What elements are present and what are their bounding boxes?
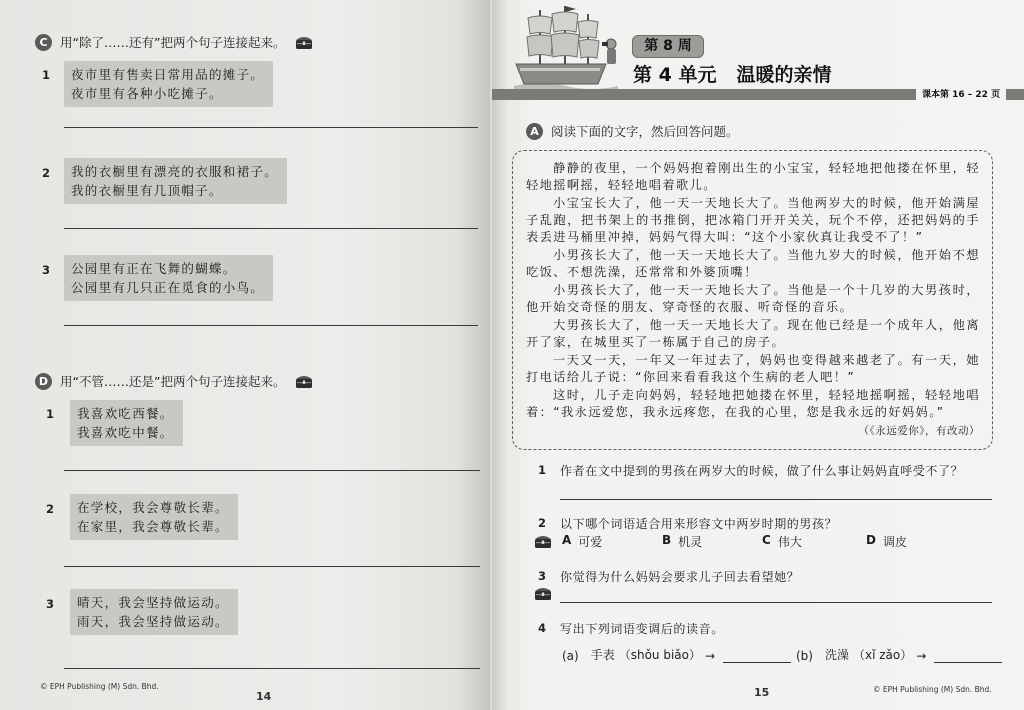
question-text: 以下哪个词语适合用来形容文中两岁时期的男孩？	[560, 517, 838, 531]
sentence-pair-box	[70, 400, 183, 446]
answer-line	[64, 228, 478, 229]
item-number: 3	[46, 597, 55, 611]
item-number: 1	[46, 407, 55, 421]
part-word: 手表	[590, 648, 615, 662]
item-number: 1	[42, 68, 51, 82]
section-instruction: 用“除了……还有”把两个句子连接起来。	[60, 35, 286, 50]
item-number: 3	[42, 263, 51, 277]
arrow-icon: →	[705, 649, 716, 663]
section-letter-badge: C	[35, 34, 52, 51]
question-number: 1	[538, 463, 547, 477]
sentence: 在家里，我会尊敬长辈。	[77, 519, 229, 534]
section-instruction: 用“不管……还是”把两个句子连接起来。	[60, 374, 286, 389]
sentence: 夜市里有售卖日常用品的摊子。	[71, 67, 265, 82]
sentence: 在学校，我会尊敬长辈。	[77, 500, 229, 515]
reading-passage	[512, 150, 993, 450]
option-letter: A	[562, 533, 572, 547]
option-c	[762, 533, 802, 550]
textbook-pages-label: 课本第 16 – 22 页	[916, 86, 1006, 101]
sentence-pair-box	[64, 158, 287, 204]
option-letter: D	[866, 533, 876, 547]
section-c-header	[35, 33, 313, 51]
part-label: (b)	[796, 649, 813, 663]
passage-paragraph: 大男孩长大了，他一天一天地长大了。现在他已经是一个成年人，他离开了家，在城里买了一栋属于自己的房子。	[526, 318, 980, 349]
sentence: 公园里有正在飞舞的蝴蝶。	[71, 261, 237, 276]
passage-source: （《永远爱你》，有改动）	[858, 425, 980, 437]
option-letter: B	[662, 533, 672, 547]
sentence-pair-box	[70, 589, 238, 635]
passage-paragraph: 这时，儿子走向妈妈，轻轻地把她搂在怀里，轻轻地摇啊摇，轻轻地唱着：“我永远爱您，我永远疼您，在我的心里，您是我永远的好妈妈。”	[526, 388, 980, 419]
answer-line	[560, 499, 992, 500]
part-word: 洗澡	[824, 648, 849, 662]
sentence: 晴天，我会坚持做运动。	[77, 595, 229, 610]
sentence: 我的衣橱里有几顶帽子。	[71, 183, 223, 198]
part-pinyin: （shǒu biǎo）	[618, 648, 702, 662]
question-text: 作者在文中提到的男孩在两岁大的时候，做了什么事让妈妈直呼受不了？	[560, 464, 964, 478]
ship-illustration	[510, 4, 622, 96]
chest-icon	[295, 34, 313, 50]
copyright: © EPH Publishing (M) Sdn. Bhd.	[40, 682, 159, 691]
answer-line	[64, 470, 480, 471]
unit-number: 第 4 单元	[633, 64, 717, 86]
question-number: 2	[538, 516, 547, 530]
sentence-pair-box	[70, 494, 238, 540]
passage-paragraph: 小男孩长大了，他一天一天地长大了。当他九岁大的时候，他开始不想吃饭、不想洗澡，还常常和外婆顶嘴！	[526, 248, 980, 279]
page-number: 15	[754, 686, 770, 699]
sentence: 公园里有几只正在觅食的小鸟。	[71, 280, 265, 295]
section-letter-badge: A	[526, 123, 543, 140]
answer-line	[560, 602, 992, 603]
option-d	[866, 533, 907, 550]
option-b	[662, 533, 702, 550]
unit-heading	[633, 60, 831, 87]
sentence: 我喜欢吃中餐。	[77, 425, 174, 440]
sentence-pair-box	[64, 255, 273, 301]
arrow-icon: →	[916, 649, 927, 663]
sentence: 我喜欢吃西餐。	[77, 406, 174, 421]
sentence-pair-box	[64, 61, 273, 107]
part-pinyin: （xǐ zǎo）	[853, 648, 913, 662]
chest-icon	[534, 585, 552, 601]
chest-icon	[534, 533, 552, 549]
sentence: 雨天，我会坚持做运动。	[77, 614, 229, 629]
item-number: 2	[46, 502, 55, 516]
answer-line	[64, 325, 478, 326]
chest-icon	[295, 373, 313, 389]
week-badge: 第 8 周	[632, 35, 704, 58]
answer-line	[64, 127, 478, 128]
answer-blank	[723, 650, 791, 663]
page-number: 14	[256, 690, 272, 703]
item-number: 2	[42, 166, 51, 180]
section-a-header	[526, 122, 739, 140]
section-instruction: 阅读下面的文字，然后回答问题。	[551, 124, 739, 139]
unit-title: 温暖的亲情	[736, 64, 832, 86]
passage-paragraph: 一天又一天，一年又一年过去了，妈妈也变得越来越老了。有一天，她打电话给儿子说：“你回来看看我这个生病的老人吧！”	[526, 353, 980, 384]
passage-paragraph: 小男孩长大了，他一天一天地长大了。当他是一个十几岁的大男孩时，他开始交奇怪的朋友、穿奇怪的衣服、听奇怪的音乐。	[526, 283, 980, 314]
question-text: 你觉得为什么妈妈会要求儿子回去看望她？	[560, 570, 800, 584]
left-page	[0, 0, 490, 710]
passage-paragraph: 静静的夜里，一个妈妈抱着刚出生的小宝宝，轻轻地把他搂在怀里，轻轻地摇啊摇，轻轻地唱着歌儿。	[526, 161, 980, 192]
passage-paragraph: 小宝宝长大了，他一天一天地长大了。当他两岁大的时候，他开始满屋子乱跑，把书架上的书推倒，把冰箱门开开关关，玩个不停，还把妈妈的手表丢进马桶里冲掉，妈妈气得大叫：“这个小家伙真让我受不了！”	[526, 196, 980, 244]
question-number: 3	[538, 569, 547, 583]
tone-change-part-b	[796, 646, 1002, 663]
section-d-header	[35, 372, 313, 390]
option-text: 调皮	[882, 535, 907, 549]
sentence: 我的衣橱里有漂亮的衣服和裙子。	[71, 164, 279, 179]
option-text: 伟大	[777, 535, 802, 549]
answer-line	[64, 566, 480, 567]
copyright: © EPH Publishing (M) Sdn. Bhd.	[873, 685, 992, 694]
section-letter-badge: D	[35, 373, 52, 390]
tone-change-part-a	[562, 646, 791, 663]
right-page	[492, 0, 1024, 710]
answer-line	[64, 668, 480, 669]
sentence: 夜市里有各种小吃摊子。	[71, 86, 223, 101]
part-label: (a)	[562, 649, 579, 663]
question-number: 4	[538, 621, 547, 635]
option-letter: C	[762, 533, 771, 547]
option-text: 机灵	[678, 535, 703, 549]
question-text: 写出下列词语变调后的读音。	[560, 622, 724, 636]
option-a	[562, 533, 602, 550]
answer-blank	[934, 650, 1002, 663]
option-text: 可爱	[578, 535, 603, 549]
